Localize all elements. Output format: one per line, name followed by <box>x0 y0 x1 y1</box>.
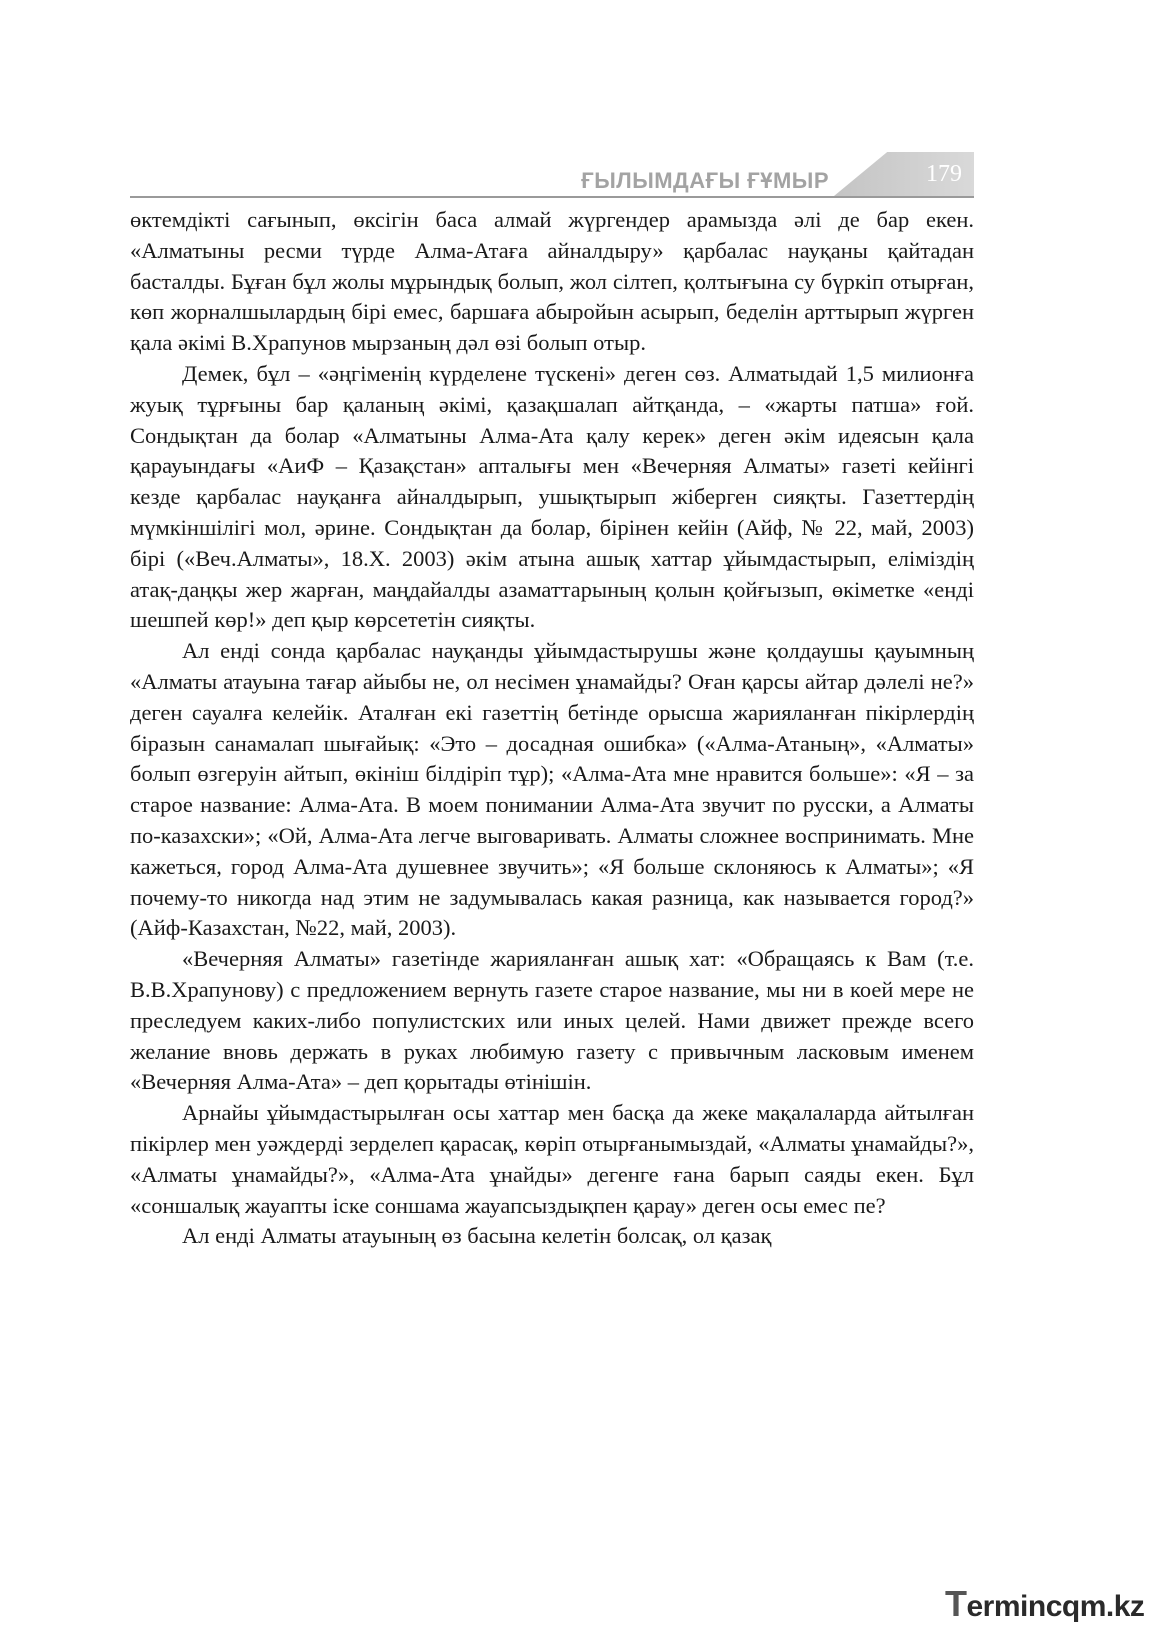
page-number: 179 <box>926 161 962 187</box>
header-rule <box>130 196 974 198</box>
paragraph-3: Ал енді сонда қарбалас науқанды ұйымдастырушы және қолдаушы қауымның «Алматы атауына тағар айыбы не, ол несімен ұнамайды? Оған қарсы айтар дәлелі не?» деген сауалға келейік. Аталған екі газеттің бетінде орысша жарияланған пікірлердің біразын санамалап шығайық: «Это – досадная ошибка» («Алма-Атаның», «Алматы» болып өзгеруін айтып, өкініш білдіріп тұр); «Алма-Ата мне нравится больше»: «Я – за старое название: Алма-Ата. В моем понимании Алма-Ата звучит по русски, а Алматы по-казахски»; «Ой, Алма-Ата легче выговаривать. Алматы сложнее воспринимать. Мне кажеться, город Алма-Ата душевнее звучить»; «Я больше склоняюсь к Алматы»; «Я почему-то никогда над этим не задумывалась какая разница, как называется город?» (Айф-Казахстан, №22, май, 2003). <box>130 638 974 941</box>
paragraph-6: Ал енді Алматы атауының өз басына келетін болсақ, ол қазақ <box>182 1223 772 1249</box>
termincom-logo: Termincqm.kz <box>945 1583 1145 1624</box>
paragraph-1: өктемдікті сағынып, өксігін баса алмай жүргендер арамызда әлі де бар екен. «Алматыны ресми түрде Алма-Атаға айналдыру» қарбалас науқаны қайтадан басталды. Бұған бұл жолы мұрындық болып, жол сілтеп, қолтығына су бүркіп отырған, көп жорналшылардың бірі емес, баршаға абыройын асырып, беделін арттырып жүрген қала әкімі В.Храпунов мырзаның дәл өзі болып отыр. <box>130 207 974 356</box>
paragraph-2: Демек, бұл – «әңгіменің күрделене түскені» деген сөз. Алматыдай 1,5 милионға жуық тұрғыны бар қаланың әкімі, қазақшалап айтқанда, – «жарты патша» ғой. Сондықтан да болар «Алматыны Алма-Ата қалу керек» деген әкім идеясын қала қарауындағы «АиФ – Қазақстан» апталығы мен «Вечерняя Алматы» газеті кейінгі кезде қарбалас науқанға айналдырып, ушықтырып жіберген сияқты. Газеттердің мүмкіншілігі мол, әрине. Сондықтан да болар, бірінен кейін (Айф, № 22, май, 2003) бірі («Веч.Алматы», 18.Х. 2003) әкім атына ашық хаттар ұйымдастырып, еліміздің атақ-даңқы жер жарған, маңдайалды азаматтарының қолын қойғызып, өкіметке «енді шешпей көр!» деп қыр көрсететін сияқты. <box>130 360 974 633</box>
section-title: ҒЫЛЫМДАҒЫ ҒҰМЫР <box>581 168 829 193</box>
paragraph-5: Арнайы ұйымдастырылған осы хаттар мен басқа да жеке мақалаларда айтылған пікірлер мен уәждерді зерделеп қарасақ, көріп отырғанымыздай, «Алматы ұнамайды?», «Алматы ұнамайды?», «Алма-Ата ұнайды» дегенге ғана барып саяды екен. Бұл «соншалық жауапты іске соншама жауапсыздықпен қарау» деген осы емес пе? <box>130 1100 974 1218</box>
body-text <box>130 205 974 1252</box>
running-header <box>130 150 974 198</box>
paragraph-4: «Вечерняя Алматы» газетінде жарияланған ашық хат: «Обращаясь к Вам (т.е. В.В.Храпунову) с предложением вернуть газете старое название, мы ни в коей мере не преследуем каких-либо популистских или иных целей. Нами движет прежде всего желание вновь держать в руках любимую газету с привычным ласковым именем «Вечерняя Алма-Ата» – деп қорытады өтінішін. <box>130 946 974 1095</box>
